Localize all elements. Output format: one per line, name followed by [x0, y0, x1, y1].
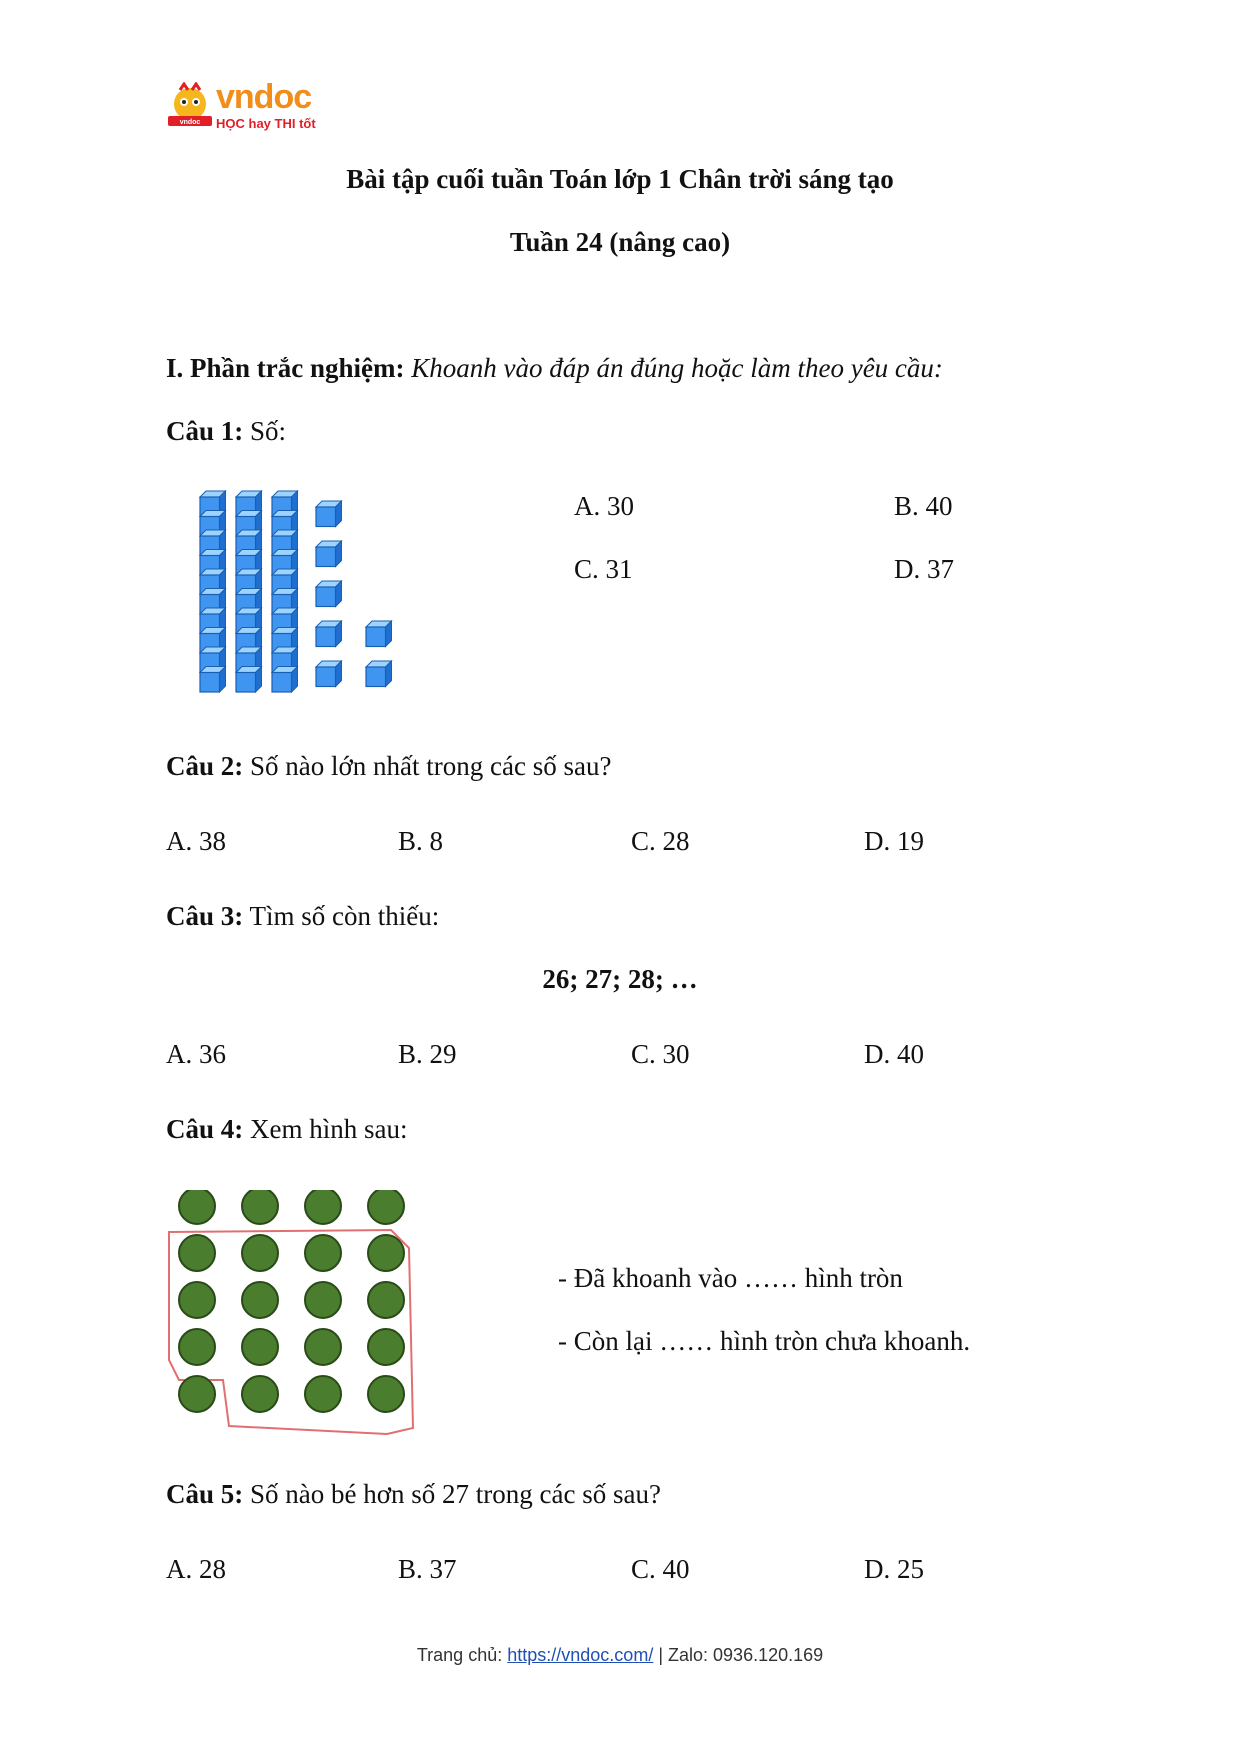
green-circle: [305, 1376, 341, 1412]
base-ten-blocks-figure: [190, 485, 410, 710]
q1-option-d[interactable]: D. 37: [894, 554, 954, 584]
footer-home-link[interactable]: https://vndoc.com/: [507, 1645, 654, 1665]
question-1-text: Số:: [250, 416, 287, 446]
green-circle: [179, 1235, 215, 1271]
page-footer: [0, 1645, 1240, 1666]
section-heading: [166, 352, 943, 384]
green-circle: [368, 1235, 404, 1271]
mascot-icon: [166, 82, 214, 132]
q5-option-c[interactable]: C. 40: [631, 1554, 690, 1584]
tens-rod: [236, 491, 262, 692]
circles-figure: [165, 1190, 425, 1435]
q2-option-b[interactable]: B. 8: [398, 826, 444, 856]
page-title: Bài tập cuối tuần Toán lớp 1 Chân trời sáng tạo: [346, 164, 894, 194]
q5-option-b[interactable]: B. 37: [398, 1554, 457, 1584]
q1-option-a[interactable]: A. 30: [574, 491, 634, 521]
green-circle: [305, 1329, 341, 1365]
green-circle: [179, 1329, 215, 1365]
q3-option-b[interactable]: B. 29: [398, 1039, 457, 1069]
q4-line-circled: - Đã khoanh vào …… hình tròn: [558, 1263, 903, 1293]
section-instruction: Khoanh vào đáp án đúng hoặc làm theo yêu cầu:: [411, 353, 943, 383]
green-circle: [242, 1282, 278, 1318]
question-5-label: Câu 5:: [166, 1479, 244, 1509]
green-circle: [305, 1282, 341, 1318]
svg-text:vndoc: vndoc: [179, 119, 201, 126]
green-circle: [242, 1235, 278, 1271]
tens-rod: [272, 491, 298, 692]
unit-cube: [366, 621, 392, 647]
question-4-label: Câu 4:: [166, 1114, 244, 1144]
green-circle: [368, 1190, 404, 1224]
question-3-label: Câu 3:: [166, 901, 244, 931]
question-2-label: Câu 2:: [166, 751, 244, 781]
q3-option-a[interactable]: A. 36: [166, 1039, 226, 1069]
green-circle: [368, 1282, 404, 1318]
green-circle: [179, 1376, 215, 1412]
green-circle: [368, 1376, 404, 1412]
number-sequence: 26; 27; 28; …: [542, 964, 698, 994]
question-4-text: Xem hình sau:: [250, 1114, 408, 1144]
q2-option-c[interactable]: C. 28: [631, 826, 690, 856]
green-circle: [305, 1190, 341, 1224]
unit-cube: [316, 581, 342, 607]
page-subtitle: Tuần 24 (nâng cao): [509, 227, 731, 257]
q5-option-d[interactable]: D. 25: [864, 1554, 924, 1584]
green-circle: [179, 1190, 215, 1224]
q5-option-a[interactable]: A. 28: [166, 1554, 226, 1584]
question-5: [166, 1478, 661, 1510]
unit-cube: [316, 541, 342, 567]
vndoc-logo: [166, 78, 326, 134]
footer-prefix: Trang chủ:: [416, 1645, 503, 1665]
question-2: [166, 750, 611, 782]
green-circle: [242, 1376, 278, 1412]
question-5-text: Số nào bé hơn số 27 trong các số sau?: [250, 1479, 661, 1509]
question-3: [166, 900, 439, 932]
green-circle: [305, 1235, 341, 1271]
green-circle: [242, 1190, 278, 1224]
logo-brand: vndoc: [216, 78, 312, 116]
question-3-text: Tìm số còn thiếu:: [249, 901, 440, 931]
question-1: [166, 415, 286, 447]
unit-cube: [316, 621, 342, 647]
section-label: I. Phần trắc nghiệm:: [166, 353, 405, 383]
unit-cube: [316, 661, 342, 687]
q2-option-d[interactable]: D. 19: [864, 826, 924, 856]
green-circle: [368, 1329, 404, 1365]
unit-cube: [366, 661, 392, 687]
question-2-text: Số nào lớn nhất trong các số sau?: [250, 751, 612, 781]
q1-option-b[interactable]: B. 40: [894, 491, 953, 521]
unit-cube: [316, 501, 342, 527]
footer-contact: | Zalo: 0936.120.169: [658, 1645, 824, 1665]
tens-rod: [200, 491, 226, 692]
green-circle: [179, 1282, 215, 1318]
q3-option-d[interactable]: D. 40: [864, 1039, 924, 1069]
q3-option-c[interactable]: C. 30: [631, 1039, 690, 1069]
question-4: [166, 1113, 408, 1145]
q2-option-a[interactable]: A. 38: [166, 826, 226, 856]
logo-tagline: HỌC hay THI tốt: [216, 116, 316, 131]
green-circle: [242, 1329, 278, 1365]
question-1-label: Câu 1:: [166, 416, 244, 446]
q1-option-c[interactable]: C. 31: [574, 554, 633, 584]
q4-line-remaining: - Còn lại …… hình tròn chưa khoanh.: [558, 1326, 971, 1356]
